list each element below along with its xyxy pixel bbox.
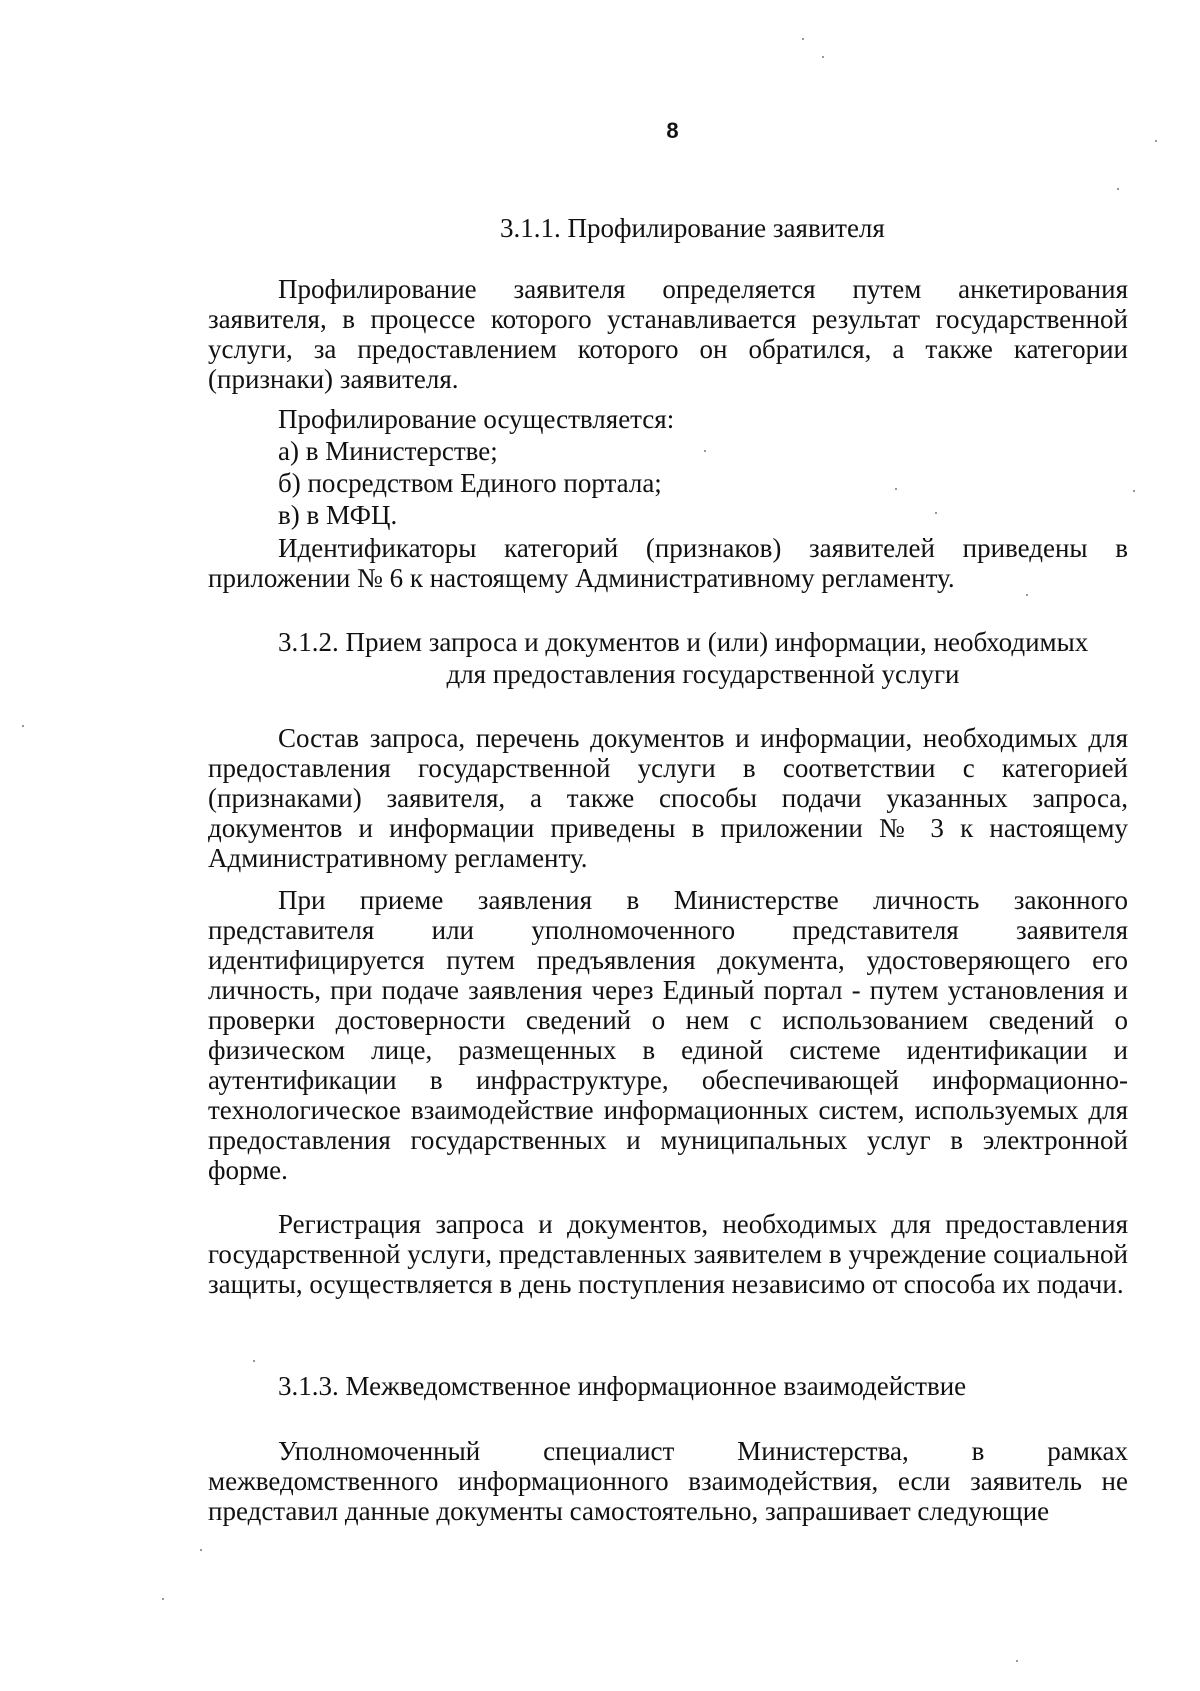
- paragraph-identification: При приеме заявления в Министерстве личность законного представителя или уполномоченного представителя заявителя идентифицируется путем предъявления документа, удостоверяющего его личность, при подаче заявления через Единый портал - путем установления и проверки достоверности сведений о нем с использованием сведений о физическом лице, размещенных в единой системе идентификации и аутентификации в инфраструктуре, обеспечивающей информационно-технологическое взаимодействие информационных систем, используемых для предоставления государственных и муниципальных услуг в электронной форме.: [208, 885, 1128, 1185]
- list-item-b: б) посредством Единого портала;: [278, 468, 662, 498]
- scan-speck: [895, 488, 897, 490]
- section-heading-3-1-3: 3.1.3. Межведомственное информационное взаимодействие: [278, 1371, 967, 1401]
- scan-speck: [935, 512, 937, 514]
- page-number: 8: [666, 118, 679, 143]
- scan-speck: [1016, 1660, 1018, 1662]
- scan-speck: [822, 56, 824, 58]
- paragraph-profiling-definition: Профилирование заявителя определяется путем анкетирования заявителя, в процессе которого устанавливается результат государственной услуги, за предоставлением которого он обратился, а также категории (признаки) заявителя.: [208, 274, 1128, 394]
- list-item-a: а) в Министерстве;: [278, 436, 498, 466]
- paragraph-identifiers: Идентификаторы категорий (признаков) заявителей приведены в приложении № 6 к настоящему Административному регламенту.: [208, 533, 1128, 593]
- section-heading-3-1-2-line1: 3.1.2. Прием запроса и документов и (или) информации, необходимых: [278, 627, 1089, 657]
- paragraph-profiling-performed: Профилирование осуществляется:: [278, 404, 675, 434]
- scan-speck: [802, 38, 804, 40]
- paragraph-request-composition: Состав запроса, перечень документов и информации, необходимых для предоставления государственной услуги в соответствии с категорией (признаками) заявителя, а также способы подачи указанных запроса, документов и информации приведены в приложении № 3 к настоящему Административному регламенту.: [208, 723, 1128, 873]
- scan-speck: [253, 1360, 255, 1362]
- scan-speck: [1155, 140, 1157, 142]
- scan-speck: [1117, 188, 1119, 190]
- scan-speck: [200, 1549, 202, 1551]
- scan-speck: [22, 725, 24, 727]
- section-heading-3-1-2-line2: для предоставления государственной услуги: [446, 659, 960, 689]
- list-item-c: в) в МФЦ.: [278, 500, 398, 530]
- paragraph-registration: Регистрация запроса и документов, необходимых для предоставления государственной услуги, представленных заявителем в учреждение социальной защиты, осуществляется в день поступления независимо от способа их подачи.: [208, 1209, 1128, 1299]
- scan-speck: [162, 1598, 164, 1600]
- paragraph-interagency: Уполномоченный специалист Министерства, в рамках межведомственного информационного взаимодействия, если заявитель не представил данные документы самостоятельно, запрашивает следующие: [208, 1436, 1128, 1526]
- scan-speck: [704, 450, 706, 452]
- scan-speck: [1026, 594, 1028, 596]
- scan-speck: [1133, 490, 1135, 492]
- section-heading-3-1-1: 3.1.1. Профилирование заявителя: [500, 213, 885, 243]
